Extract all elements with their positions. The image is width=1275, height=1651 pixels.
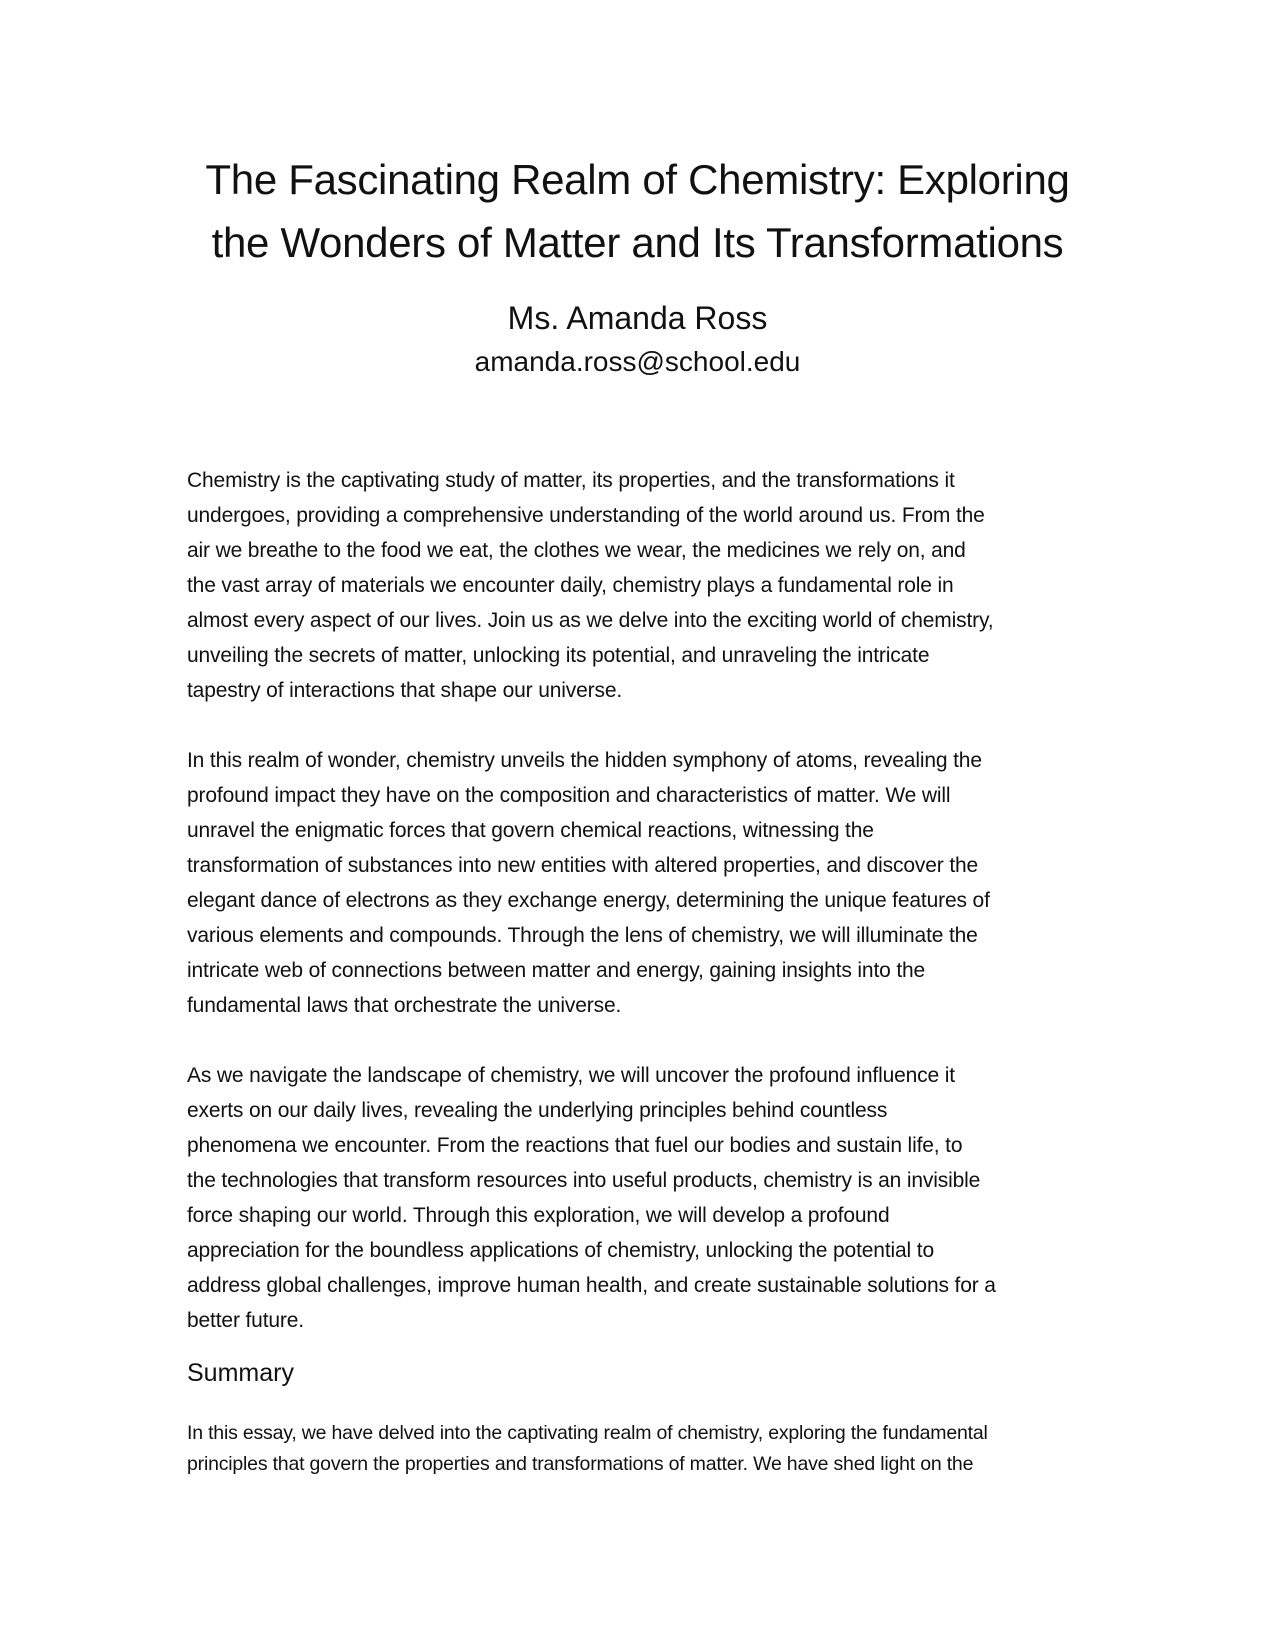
paragraph-2 bbox=[187, 743, 1087, 1023]
text-line: address global challenges, improve human health, and create sustainable solutions for a bbox=[187, 1274, 996, 1297]
text-line: profound impact they have on the composition and characteristics of matter. We will bbox=[187, 784, 951, 807]
text-line: unveiling the secrets of matter, unlocking its potential, and unraveling the intricate bbox=[187, 644, 930, 667]
text-line: tapestry of interactions that shape our universe. bbox=[187, 679, 623, 702]
title-line: the Wonders of Matter and Its Transformations bbox=[211, 219, 1064, 266]
text-line: As we navigate the landscape of chemistry, we will uncover the profound influence it bbox=[187, 1064, 955, 1087]
text-line: phenomena we encounter. From the reactions that fuel our bodies and sustain life, to bbox=[187, 1134, 963, 1157]
text-line: intricate web of connections between matter and energy, gaining insights into the bbox=[187, 959, 926, 982]
paragraph-3 bbox=[187, 1058, 1087, 1338]
text-line: almost every aspect of our lives. Join us as we delve into the exciting world of chemistry, bbox=[187, 609, 994, 632]
text-line: appreciation for the boundless applications of chemistry, unlocking the potential to bbox=[187, 1239, 934, 1262]
text-line: undergoes, providing a comprehensive understanding of the world around us. From the bbox=[187, 504, 985, 527]
text-line: In this realm of wonder, chemistry unveils the hidden symphony of atoms, revealing the bbox=[187, 749, 982, 772]
text-line: In this essay, we have delved into the captivating realm of chemistry, exploring the fundamental bbox=[187, 1422, 988, 1444]
paragraph-1 bbox=[187, 463, 1087, 708]
text-line: fundamental laws that orchestrate the universe. bbox=[187, 994, 622, 1017]
text-line: transformation of substances into new entities with altered properties, and discover the bbox=[187, 854, 979, 877]
text-line: exerts on our daily lives, revealing the underlying principles behind countless bbox=[187, 1099, 888, 1122]
document-title bbox=[150, 148, 1125, 274]
text-line: principles that govern the properties and transformations of matter. We have shed light on the bbox=[187, 1453, 974, 1475]
text-line: air we breathe to the food we eat, the clothes we wear, the medicines we rely on, and bbox=[187, 539, 966, 562]
text-line: unravel the enigmatic forces that govern chemical reactions, witnessing the bbox=[187, 819, 874, 842]
summary-paragraph bbox=[187, 1418, 1087, 1480]
text-line: various elements and compounds. Through the lens of chemistry, we will illuminate the bbox=[187, 924, 978, 947]
text-line: force shaping our world. Through this exploration, we will develop a profound bbox=[187, 1204, 890, 1227]
author-email: amanda.ross@school.edu bbox=[474, 346, 801, 377]
summary-heading: Summary bbox=[187, 1359, 294, 1387]
text-line: elegant dance of electrons as they exchange energy, determining the unique features of bbox=[187, 889, 990, 912]
author-name: Ms. Amanda Ross bbox=[507, 300, 768, 336]
title-line: The Fascinating Realm of Chemistry: Exploring bbox=[205, 156, 1070, 203]
text-line: the technologies that transform resources into useful products, chemistry is an invisible bbox=[187, 1169, 981, 1192]
text-line: the vast array of materials we encounter daily, chemistry plays a fundamental role in bbox=[187, 574, 954, 597]
text-line: better future. bbox=[187, 1309, 304, 1332]
text-line: Chemistry is the captivating study of matter, its properties, and the transformations it bbox=[187, 469, 955, 492]
